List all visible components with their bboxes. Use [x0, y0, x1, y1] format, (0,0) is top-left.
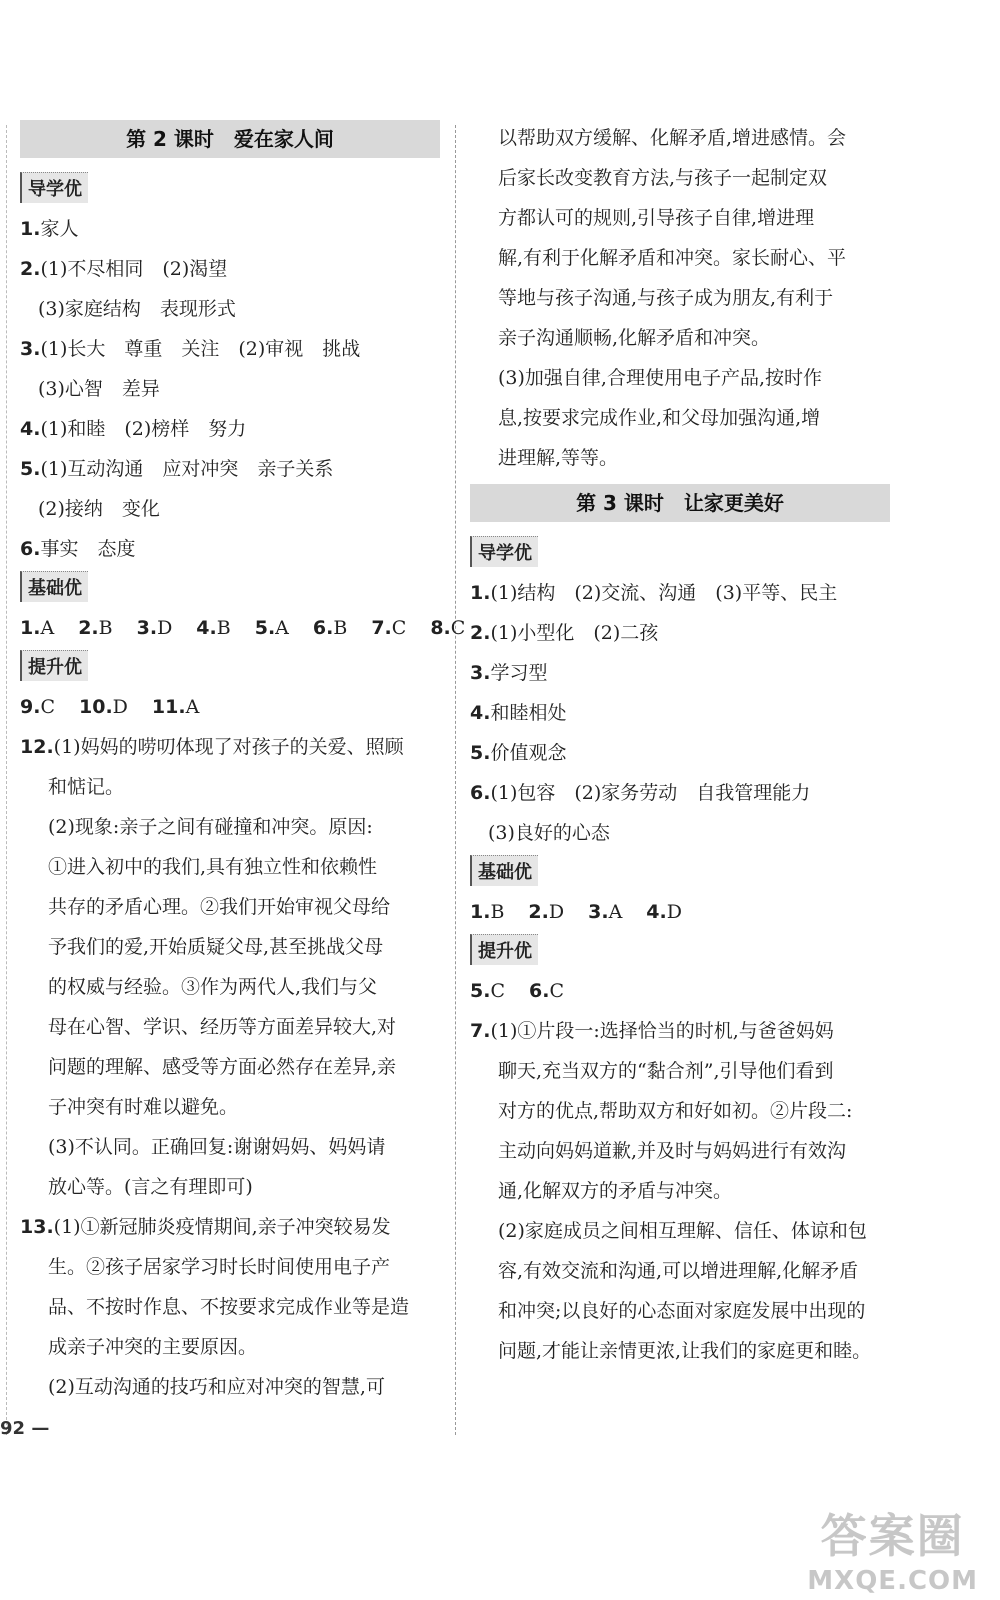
text-line — [20, 927, 440, 967]
answer-letter: A — [40, 617, 55, 639]
item-text: (2)接纳 变化 — [38, 498, 160, 520]
line-text: 聊天,充当双方的“黏合剂”,引导他们看到 — [498, 1060, 834, 1082]
text-line — [20, 1087, 440, 1127]
text-line: (3)加强自律,合理使用电子产品,按时作 — [498, 367, 822, 389]
answer-letter: C — [490, 980, 505, 1002]
item-text: (1)结构 (2)交流、沟通 (3)平等、民主 — [490, 582, 838, 604]
item-text: (3)良好的心态 — [488, 822, 610, 844]
text-line — [20, 967, 440, 1007]
item-text: 家人 — [40, 218, 79, 240]
answer-number: 11. — [151, 696, 186, 718]
list-item — [470, 813, 890, 853]
answer-letter: D — [666, 901, 682, 923]
answer-item — [79, 696, 128, 718]
list-item — [470, 773, 890, 813]
line-text: (1)①新冠肺炎疫情期间,亲子冲突较易发 — [53, 1216, 391, 1238]
line-text: (1)①片段一:选择恰当的时机,与爸爸妈妈 — [490, 1020, 834, 1042]
item-number: 5. — [20, 458, 41, 480]
list-item — [20, 209, 440, 249]
text-line: 息,按要求完成作业,和父母加强沟通,增 — [498, 407, 821, 429]
answer-number: 4. — [196, 617, 217, 639]
answer-letter: D — [112, 696, 128, 718]
answer-number: 1. — [470, 901, 491, 923]
q7-lines — [470, 1011, 890, 1371]
guide-section-tag: 导学优 — [20, 172, 88, 203]
text-line: 以帮助双方缓解、化解矛盾,增进感情。会 — [498, 127, 847, 149]
line-text: 品、不按时作息、不按要求完成作业等是造 — [48, 1296, 410, 1318]
list-item — [20, 249, 440, 289]
line-text: 问题,才能让亲情更浓,让我们的家庭更和睦。 — [498, 1340, 872, 1362]
text-line — [20, 767, 440, 807]
text-line: 等地与孩子沟通,与孩子成为朋友,有利于 — [498, 287, 834, 309]
line-text: 和惦记。 — [48, 776, 125, 798]
text-line — [20, 727, 440, 767]
item-text: 价值观念 — [490, 742, 567, 764]
text-line — [470, 1331, 890, 1371]
line-text: 通,化解双方的矛盾与冲突。 — [498, 1180, 733, 1202]
text-line — [20, 1007, 440, 1047]
answer-item — [529, 980, 564, 1002]
text-line — [470, 1011, 890, 1051]
text-line — [20, 887, 440, 927]
list-item — [20, 329, 440, 369]
list-item — [20, 409, 440, 449]
question-12 — [20, 727, 440, 1207]
line-text: (2)家庭成员之间相互理解、信任、体谅和包 — [498, 1220, 867, 1242]
text-line — [470, 1051, 890, 1091]
lesson-2-title: 第 2 课时 爱在家人间 — [20, 120, 440, 158]
line-text: 对方的优点,帮助双方和好如初。②片段二: — [498, 1100, 853, 1122]
text-line — [20, 1167, 440, 1207]
item-text: 和睦相处 — [490, 702, 567, 724]
text-line — [470, 1251, 890, 1291]
answer-item — [371, 617, 406, 639]
line-text: 子冲突有时难以避免。 — [48, 1096, 239, 1118]
improve-answers-row — [470, 971, 890, 1011]
watermark-sub: MXQE.COM — [807, 1566, 978, 1596]
column-divider — [455, 125, 456, 1435]
item-text: (3)心智 差异 — [38, 378, 160, 400]
answer-letter: B — [216, 617, 231, 639]
answer-number: 4. — [646, 901, 667, 923]
text-line — [470, 1091, 890, 1131]
list-item — [20, 449, 440, 489]
line-text: 予我们的爱,开始质疑父母,甚至挑战父母 — [48, 936, 384, 958]
item-text: (1)不尽相同 (2)渴望 — [40, 258, 228, 280]
item-number: 4. — [20, 418, 41, 440]
line-text: 母在心智、学识、经历等方面差异较大,对 — [48, 1016, 397, 1038]
item-number: 1. — [470, 582, 491, 604]
answer-item — [528, 901, 564, 923]
text-line — [470, 1171, 890, 1211]
text-line: 进理解,等等。 — [498, 447, 619, 469]
answer-item — [196, 617, 230, 639]
answer-item — [588, 901, 622, 923]
answer-letter: D — [548, 901, 565, 923]
guide-list — [470, 573, 890, 853]
improve-section-tag: 提升优 — [470, 934, 538, 965]
text-line — [20, 1047, 440, 1087]
line-text: (2)互动沟通的技巧和应对冲突的智慧,可 — [48, 1376, 385, 1398]
item-text: (1)小型化 (2)二孩 — [490, 622, 659, 644]
basic-answers-row — [470, 892, 890, 932]
answer-item — [470, 980, 505, 1002]
answer-number: 5. — [254, 617, 276, 639]
item-text: (1)包容 (2)家务劳动 自我管理能力 — [490, 782, 811, 804]
question-number: 12. — [20, 736, 54, 758]
text-line — [20, 847, 440, 887]
answer-letter: C — [549, 980, 564, 1002]
answer-item — [430, 617, 465, 639]
list-item — [470, 693, 890, 733]
item-number: 4. — [470, 702, 491, 724]
list-item — [20, 529, 440, 569]
answer-letter: B — [333, 617, 348, 639]
answer-letter: B — [490, 901, 505, 923]
line-text: 问题的理解、感受等方面必然存在差异,亲 — [48, 1056, 397, 1078]
answer-number: 1. — [20, 617, 41, 639]
answer-item — [20, 617, 54, 639]
improve-answers-row — [20, 687, 440, 727]
line-text: 放心等。(言之有理即可) — [48, 1176, 253, 1198]
improve-section-tag: 提升优 — [20, 650, 88, 681]
text-line — [470, 1291, 890, 1331]
item-number: 6. — [20, 538, 41, 560]
answer-number: 3. — [136, 617, 158, 639]
text-line — [20, 1367, 440, 1407]
text-line — [20, 807, 440, 847]
line-text: (1)妈妈的唠叨体现了对孩子的关爱、照顾 — [53, 736, 404, 758]
list-item — [20, 369, 440, 409]
answer-number: 7. — [371, 617, 392, 639]
question-number: 13. — [20, 1216, 54, 1238]
answer-letter: A — [185, 696, 200, 718]
lesson-3-title: 第 3 课时 让家更美好 — [470, 484, 890, 522]
watermark-logo — [807, 1500, 978, 1596]
text-line — [470, 1211, 890, 1251]
answer-letter: C — [40, 696, 55, 718]
line-text: (3)不认同。正确回复:谢谢妈妈、妈妈请 — [48, 1136, 386, 1158]
line-text: 成亲子冲突的主要原因。 — [48, 1336, 258, 1358]
text-line: 亲子沟通顺畅,化解矛盾和冲突。 — [498, 327, 771, 349]
text-line: 后家长改变教育方法,与孩子一起制定双 — [498, 167, 828, 189]
watermark-main: 答案圈 — [820, 1509, 965, 1563]
q12-lines — [20, 727, 440, 1207]
text-line — [20, 1287, 440, 1327]
item-number: 3. — [20, 338, 41, 360]
item-number: 2. — [20, 258, 41, 280]
item-text: 学习型 — [490, 662, 548, 684]
answer-number: 6. — [312, 617, 334, 639]
answer-number: 8. — [430, 617, 451, 639]
item-text: (1)和睦 (2)榜样 努力 — [40, 418, 247, 440]
answer-item — [255, 617, 289, 639]
line-text: 共存的矛盾心理。②我们开始审视父母给 — [48, 896, 391, 918]
answer-letter: C — [391, 617, 407, 639]
answer-letter: A — [275, 617, 289, 639]
answer-letter: C — [450, 617, 466, 639]
item-text: (1)互动沟通 应对冲突 亲子关系 — [40, 458, 334, 480]
page-number: 92 — — [0, 1418, 50, 1439]
line-text: 主动向妈妈道歉,并及时与妈妈进行有效沟 — [498, 1140, 847, 1162]
basic-section-tag: 基础优 — [20, 571, 88, 602]
item-text: 事实 态度 — [40, 538, 136, 560]
item-number: 3. — [470, 662, 491, 684]
line-text: (2)现象:亲子之间有碰撞和冲突。原因: — [48, 816, 373, 838]
answer-item — [20, 696, 55, 718]
item-number: 6. — [470, 782, 491, 804]
basic-answers-row — [20, 608, 466, 648]
text-line — [20, 1127, 440, 1167]
line-text: 的权威与经验。③作为两代人,我们与父 — [48, 976, 378, 998]
q13-lines — [20, 1207, 440, 1407]
answer-item — [152, 696, 199, 718]
answer-letter: D — [157, 617, 173, 639]
answer-letter: A — [608, 901, 623, 923]
text-line — [20, 1207, 440, 1247]
item-text: (1)长大 尊重 关注 (2)审视 挑战 — [40, 338, 361, 360]
item-number: 1. — [20, 218, 41, 240]
list-item — [470, 573, 890, 613]
continued-answer — [470, 118, 890, 478]
answer-item — [313, 617, 347, 639]
line-text: 和冲突;以良好的心态面对家庭发展中出现的 — [498, 1300, 866, 1322]
text-line: 解,有利于化解矛盾和冲突。家长耐心、平 — [498, 247, 847, 269]
answer-number: 5. — [470, 980, 491, 1002]
answer-number: 6. — [529, 980, 550, 1002]
left-edge-rule — [6, 125, 7, 1435]
question-13 — [20, 1207, 440, 1407]
line-text: 容,有效交流和沟通,可以增进理解,化解矛盾 — [498, 1260, 859, 1282]
answer-item — [78, 617, 112, 639]
answer-item — [646, 901, 682, 923]
guide-section-tag: 导学优 — [470, 536, 538, 567]
list-item — [470, 733, 890, 773]
answer-number: 2. — [528, 901, 549, 923]
list-item — [470, 653, 890, 693]
line-text: 生。②孩子居家学习时长时间使用电子产 — [48, 1256, 391, 1278]
text-line: 方都认可的规则,引导孩子自律,增进理 — [498, 207, 815, 229]
answer-item — [137, 617, 173, 639]
list-item — [20, 489, 440, 529]
basic-section-tag: 基础优 — [470, 855, 538, 886]
question-number: 7. — [470, 1020, 491, 1042]
answer-letter: B — [98, 617, 113, 639]
right-column — [470, 118, 890, 1371]
text-line — [20, 1247, 440, 1287]
guide-list — [20, 209, 440, 569]
question-7 — [470, 1011, 890, 1371]
item-number: 2. — [470, 622, 491, 644]
item-text: (3)家庭结构 表现形式 — [38, 298, 236, 320]
answer-number: 2. — [78, 617, 99, 639]
list-item — [470, 613, 890, 653]
list-item — [20, 289, 440, 329]
answer-number: 9. — [20, 696, 41, 718]
text-line — [20, 1327, 440, 1367]
answer-number: 3. — [588, 901, 609, 923]
item-number: 5. — [470, 742, 491, 764]
left-column — [20, 120, 466, 1407]
answer-number: 10. — [79, 696, 113, 718]
text-line — [470, 1131, 890, 1171]
line-text: ①进入初中的我们,具有独立性和依赖性 — [48, 856, 378, 878]
answer-item — [470, 901, 504, 923]
